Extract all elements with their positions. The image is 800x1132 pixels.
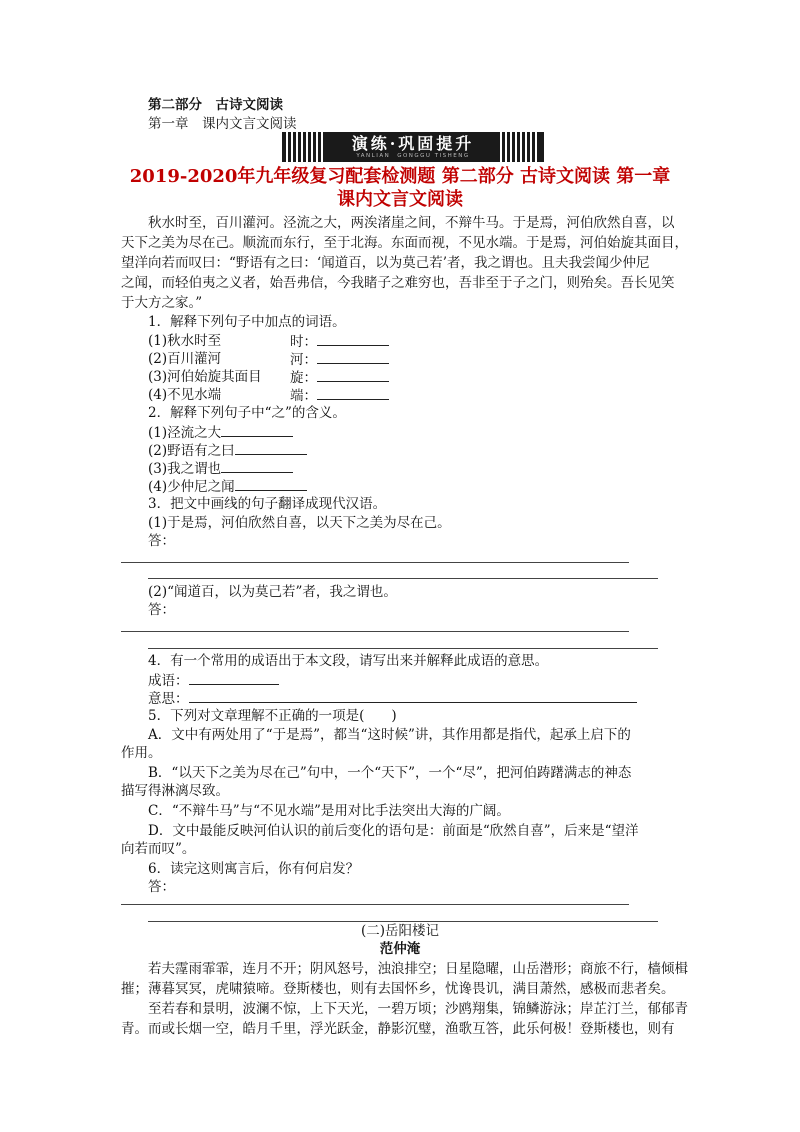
- answer-line[interactable]: [121, 631, 629, 632]
- q4-idiom: 成语：: [148, 671, 279, 690]
- q5-option-d: D．文中最能反映河伯认识的前后变化的语句是：前面是“欣然自喜”，后来是“望洋: [148, 823, 639, 839]
- document-title-line2: 课内文言文阅读: [337, 189, 463, 210]
- q3-sentence2: (2)“闻道百，以为莫己若”者，我之谓也。: [148, 584, 397, 600]
- answer-label: 答：: [148, 533, 175, 549]
- q1-sentence: (3)河伯始旋其面目: [148, 369, 262, 385]
- answer-blank[interactable]: [317, 332, 389, 346]
- q3-stem: 3．把文中画线的句子翻译成现代汉语。: [148, 496, 387, 512]
- answer-line[interactable]: [121, 904, 629, 905]
- q1-word: 旋：: [290, 368, 389, 387]
- q5-option-b: B．“以天下之美为尽在己”句中，一个“天下”，一个“尽”，把河伯踌躇满志的神态: [148, 765, 632, 781]
- q5-option-c: C．“不辩牛马”与“不见水端”是用对比手法突出大海的广阔。: [148, 803, 510, 819]
- answer-blank[interactable]: [317, 350, 389, 364]
- q4-stem: 4．有一个常用的成语出于本文段，请写出来并解释此成语的意思。: [148, 653, 549, 669]
- answer-blank[interactable]: [221, 459, 293, 473]
- banner-title: 演练·巩固提升: [351, 133, 475, 153]
- answer-label: 答：: [148, 602, 175, 618]
- q5-option-a-cont: 作用。: [121, 745, 162, 761]
- q3-sentence1: (1)于是焉，河伯欣然自喜，以天下之美为尽在己。: [148, 515, 451, 531]
- answer-blank[interactable]: [235, 477, 307, 491]
- passage1-line: 于大方之家。”: [121, 295, 203, 311]
- q5-option-a: A．文中有两处用了“于是焉”，都当“这时候”讲，其作用都是指代，起承上启下的: [148, 727, 631, 743]
- q2-item: (2)野语有之曰: [148, 441, 307, 460]
- passage2-line: 青。而或长烟一空，皓月千里，浮光跃金，静影沉璧，渔歌互答，此乐何极！登斯楼也，则有: [121, 1021, 675, 1037]
- answer-line[interactable]: [148, 648, 658, 649]
- banner-subtitle: YANLIAN GONGGU TISHENG: [356, 152, 470, 159]
- answer-label: 答：: [148, 879, 175, 895]
- q2-item: (3)我之谓也: [148, 459, 293, 478]
- answer-blank[interactable]: [235, 441, 307, 455]
- q1-sentence: (1)秋水时至: [148, 333, 222, 349]
- answer-blank[interactable]: [317, 386, 389, 400]
- q5-stem: 5．下列对文章理解不正确的一项是( ): [148, 708, 397, 724]
- passage2-line: 至若春和景明，波澜不惊，上下天光，一碧万顷；沙鸥翔集，锦鳞游泳；岸芷汀兰，郁郁青: [148, 1001, 688, 1017]
- passage1-line: 天下之美为尽在己。顺流而东行，至于北海。东面而视，不见水端。于是焉，河伯始旋其面目，: [121, 235, 688, 251]
- q2-item: (1)泾流之大: [148, 423, 293, 442]
- passage2-title: (二)岳阳楼记: [360, 923, 440, 939]
- passage1-line: 望洋向若而叹曰：“野语有之曰：‘闻道百，以为莫己若’者，我之谓也。且夫我尝闻少仲尼: [121, 255, 650, 271]
- q1-stem: 1．解释下列句子中加点的词语。: [148, 314, 346, 330]
- passage2-author: 范仲淹: [379, 941, 421, 957]
- answer-line[interactable]: [148, 578, 658, 579]
- q4-meaning: 意思：: [148, 689, 637, 708]
- q2-stem: 2．解释下列句子中“之”的含义。: [148, 405, 346, 421]
- passage2-line: 摧；薄暮冥冥，虎啸猿啼。登斯楼也，则有去国怀乡，忧谗畏讥，满目萧然，感极而悲者矣。: [121, 981, 675, 997]
- chapter-heading: 第一章 课内文言文阅读: [148, 116, 297, 132]
- q1-word: 端：: [290, 386, 389, 405]
- q6-stem: 6．读完这则寓言后，你有何启发？: [148, 861, 360, 877]
- q1-word: 时：: [290, 332, 389, 351]
- q1-sentence: (4)不见水端: [148, 387, 222, 403]
- meaning-blank[interactable]: [189, 689, 637, 703]
- q5-option-b-cont: 描写得淋漓尽致。: [121, 783, 229, 799]
- q2-item: (4)少仲尼之闻: [148, 477, 307, 496]
- answer-line[interactable]: [121, 562, 629, 563]
- answer-blank[interactable]: [221, 423, 293, 437]
- passage1-line: 秋水时至，百川灌河。泾流之大，两涘渚崖之间，不辩牛马。于是焉，河伯欣然自喜，以: [148, 215, 675, 231]
- idiom-blank[interactable]: [189, 671, 279, 685]
- part-heading: 第二部分 古诗文阅读: [148, 97, 283, 113]
- q1-sentence: (2)百川灌河: [148, 351, 222, 367]
- q5-option-d-cont: 向若而叹”。: [121, 841, 196, 857]
- passage1-line: 之闻，而轻伯夷之义者，始吾弗信，今我睹子之难穷也，吾非至于子之门，则殆矣。吾长见笑: [121, 275, 675, 291]
- document-title-line1: 2019-2020年九年级复习配套检测题 第二部分 古诗文阅读 第一章: [129, 166, 671, 187]
- q1-word: 河：: [290, 350, 389, 369]
- passage2-line: 若夫霪雨霏霏，连月不开；阴风怒号，浊浪排空；日星隐曜，山岳潜形；商旅不行，樯倾楫: [148, 961, 688, 977]
- practice-banner: [282, 132, 544, 162]
- answer-blank[interactable]: [317, 368, 389, 382]
